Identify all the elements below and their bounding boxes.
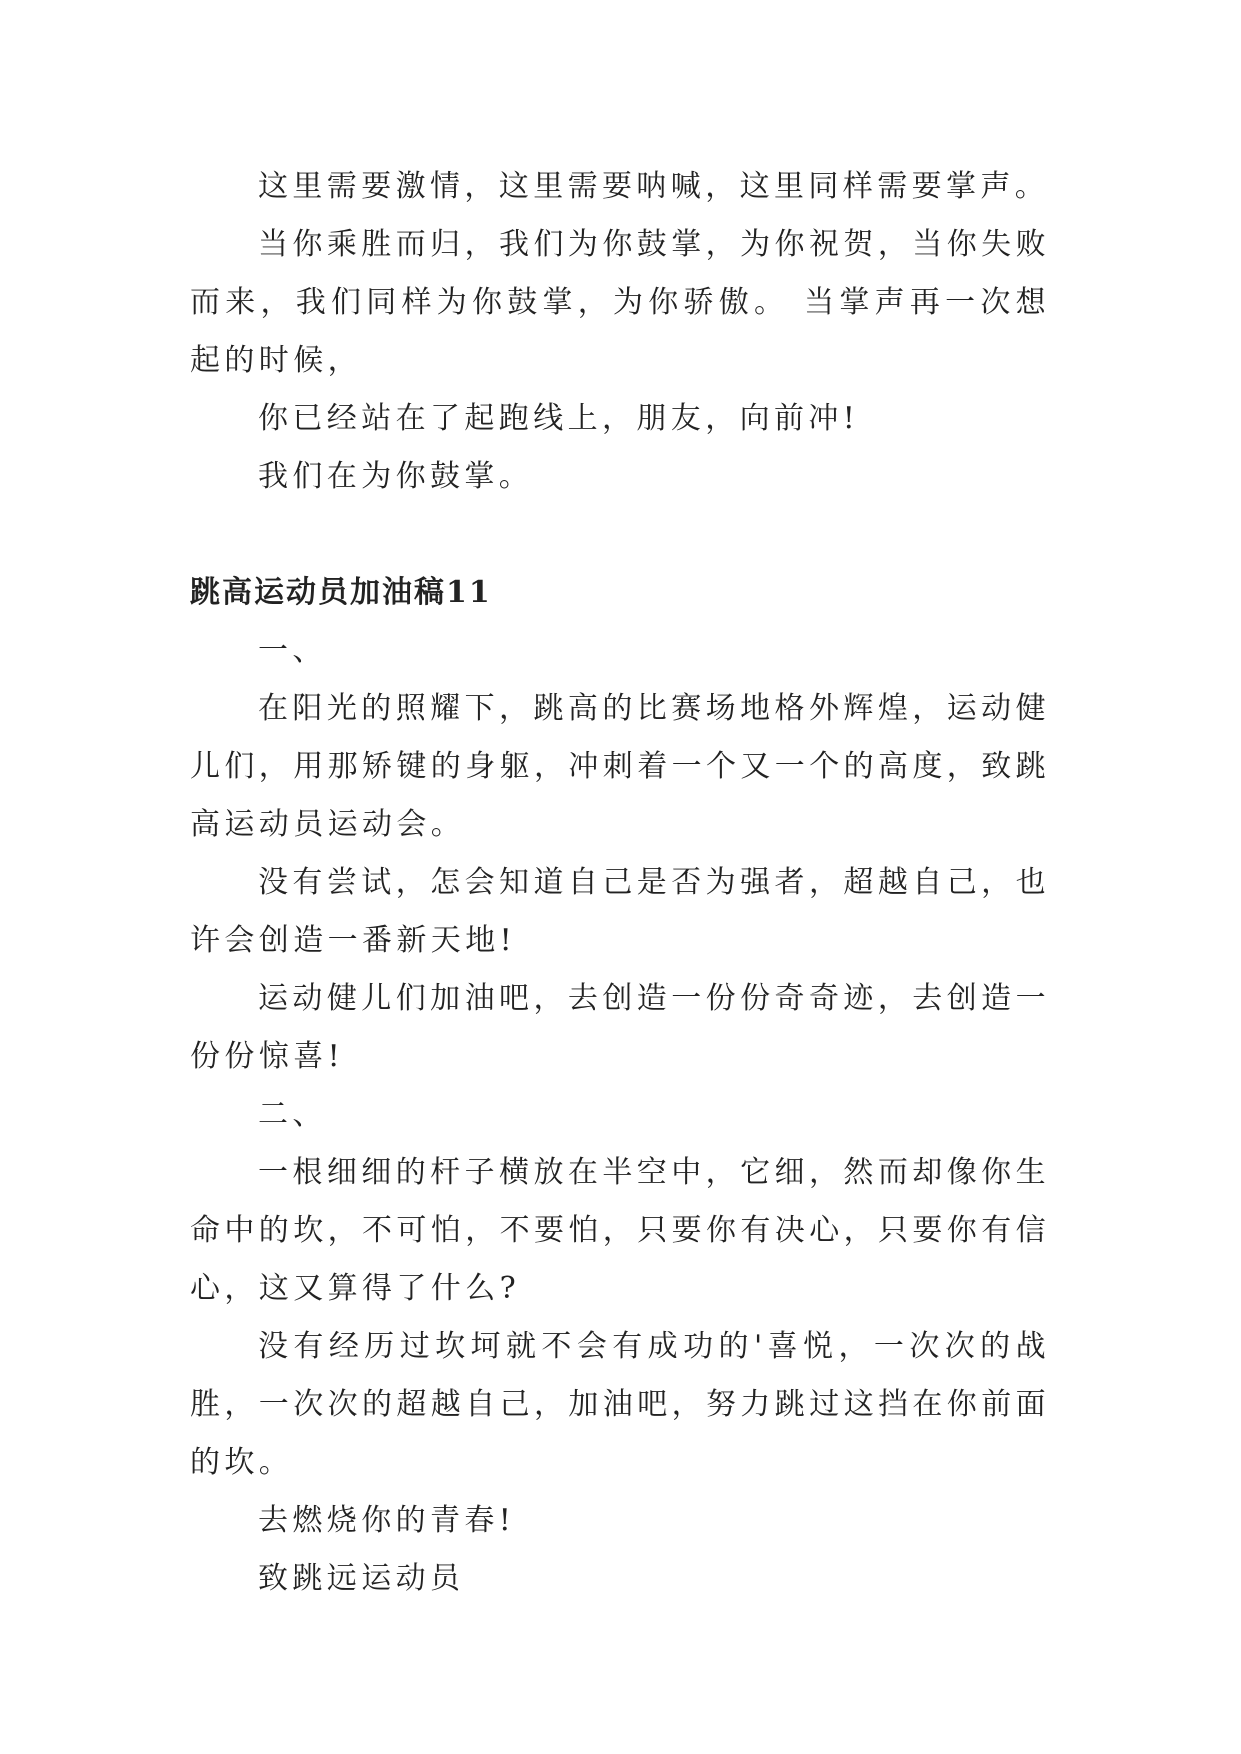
paragraph-8: 一根细细的杆子横放在半空中，它细，然而却像你生命中的坎，不可怕，不要怕，只要你有决心，只要你有信心，这又算得了什么? bbox=[190, 1155, 1050, 1306]
paragraph-11: 致跳远运动员 bbox=[258, 1561, 465, 1596]
section-marker-1: 一、 bbox=[258, 633, 327, 668]
paragraph-5: 在阳光的照耀下，跳高的比赛场地格外辉煌，运动健儿们，用那矫键的身躯，冲刺着一个又一个的高度，致跳高运动员运动会。 bbox=[190, 691, 1050, 842]
paragraph-4: 我们在为你鼓掌。 bbox=[258, 459, 534, 494]
paragraph-10: 去燃烧你的青春! bbox=[258, 1503, 516, 1538]
section-marker-2: 二、 bbox=[258, 1097, 327, 1132]
document-body bbox=[190, 158, 1050, 1608]
paragraph-7: 运动健儿们加油吧，去创造一份份奇奇迹，去创造一份份惊喜! bbox=[190, 981, 1050, 1074]
paragraph-3: 你已经站在了起跑线上，朋友，向前冲! bbox=[258, 401, 860, 436]
paragraph-9: 没有经历过坎坷就不会有成功的'喜悦，一次次的战胜，一次次的超越自己，加油吧，努力跳过这挡在你前面的坎。 bbox=[190, 1329, 1050, 1480]
paragraph-2: 当你乘胜而归，我们为你鼓掌，为你祝贺，当你失败而来，我们同样为你鼓掌，为你骄傲。 当掌声再一次想起的时候， bbox=[190, 227, 1050, 378]
paragraph-1: 这里需要激情，这里需要呐喊，这里同样需要掌声。 bbox=[258, 169, 1050, 204]
paragraph-6: 没有尝试，怎会知道自己是否为强者，超越自己，也许会创造一番新天地! bbox=[190, 865, 1050, 958]
section-heading: 跳高运动员加油稿11 bbox=[190, 575, 492, 610]
